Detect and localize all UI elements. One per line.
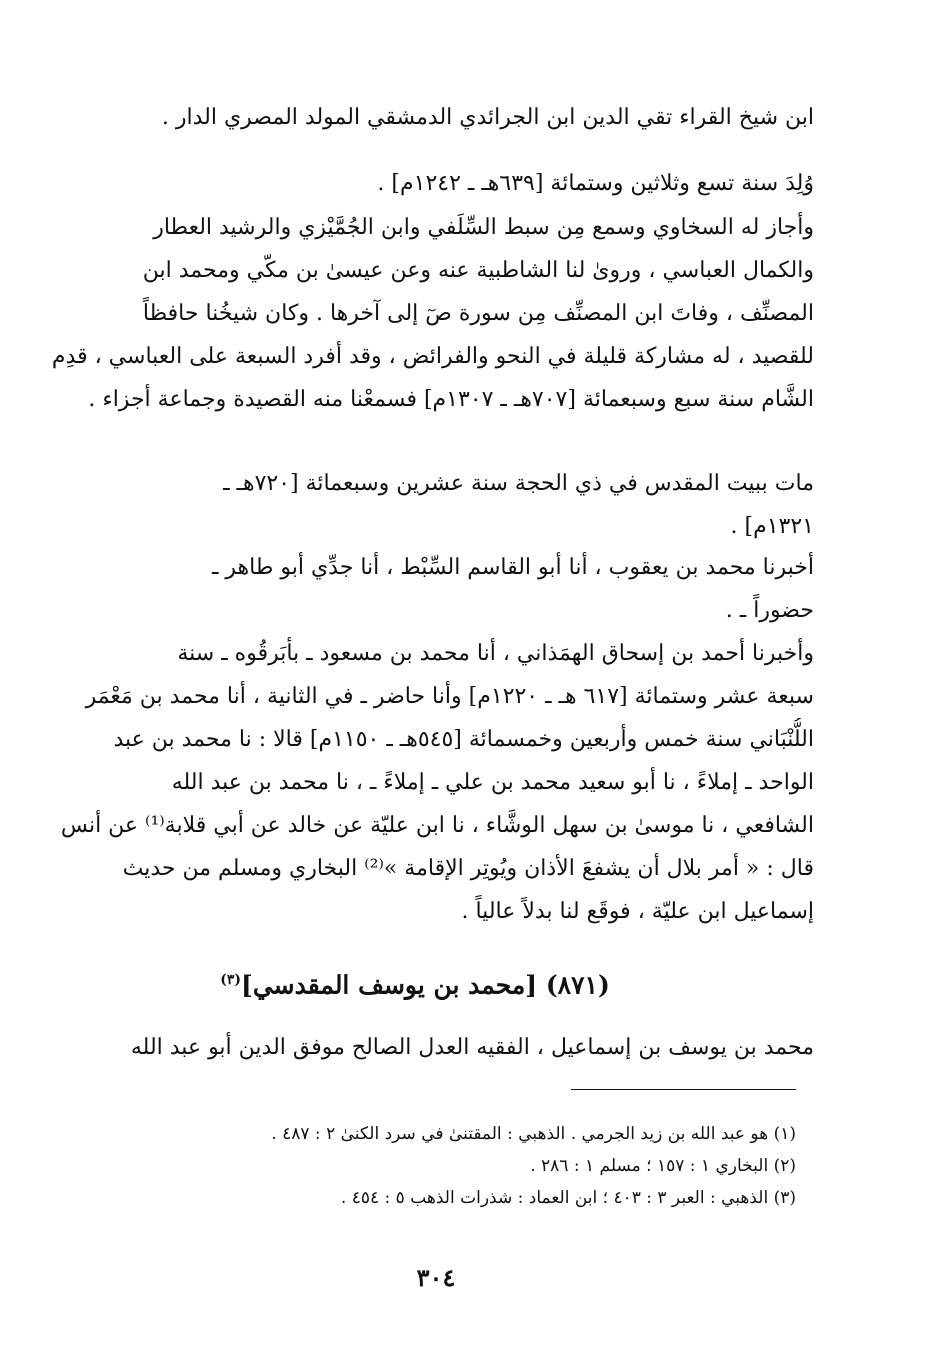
footnote-1: (١) هو عبد الله بن زيد الجرمي . الذهبي : المقتنىٰ في سرد الكنىٰ ٢ : ٤٨٧ .: [271, 1124, 796, 1144]
text-line: وأخبرنا أحمد بن إسحاق الهمَذاني ، أنا محمد بن مسعود ـ بأبَرقُوه ـ سنة: [177, 641, 814, 666]
paragraph-isnad-1: [52, 546, 814, 632]
text-line: إسماعيل ابن عليّة ، فوقَع لنا بدلاً عالياً .: [461, 899, 814, 924]
text-line: مات ببيت المقدس في ذي الحجة سنة عشرين وسبعمائة [٧٢٠هـ ـ: [223, 471, 814, 496]
text-line: ١٣٢١م] .: [730, 514, 814, 539]
footnote-marker: (٣): [220, 972, 241, 988]
text-line: قال : « أمر بلال أن يشفعَ الأذان ويُوتِر الإقامة »⁽²⁾ البخاري ومسلم من حديث: [122, 856, 814, 881]
entry-heading: [200, 960, 630, 1005]
footnote-3: (٣) الذهبي : العبر ٣ : ٤٠٣ ؛ ابن العماد : شذرات الذهب ٥ : ٤٥٤ .: [340, 1188, 796, 1208]
paragraph-teachers: [52, 206, 814, 421]
paragraph-isnad-2: [52, 632, 814, 933]
text-line: ابن شيخ القراء تقي الدين ابن الجرائدي الدمشقي المولد المصري الدار .: [161, 105, 814, 130]
footnote-2: (٢) البخاري ١ : ١٥٧ ؛ مسلم ١ : ٢٨٦ .: [530, 1156, 796, 1176]
text-line: محمد بن يوسف بن إسماعيل ، الفقيه العدل الصالح موفق الدين أبو عبد الله: [130, 1035, 814, 1060]
text-line: الشَّام سنة سبع وسبعمائة [٧٠٧هـ ـ ١٣٠٧م] فسمعْنا منه القصيدة وجماعة أجزاء .: [88, 387, 814, 412]
text-line: المصنِّف ، وفاتَ ابن المصنِّف مِن سورة صٓ إلى آخرها . وكان شيخُنا حافظاً: [142, 301, 814, 326]
text-line: والكمال العباسي ، وروىٰ لنا الشاطبية عنه وعن عيسىٰ بن مكّي ومحمد ابن: [142, 258, 814, 283]
text-line: الواحد ـ إملاءً ، نا أبو سعيد محمد بن علي ـ إملاءً ـ ، نا محمد بن عبد الله: [171, 770, 814, 795]
paragraph-birth: [52, 162, 814, 205]
text-line: وُلِدَ سنة تسع وثلاثين وستمائة [٦٣٩هـ ـ ١٢٤٢م] .: [377, 171, 814, 196]
paragraph-entry-start: [52, 1026, 814, 1069]
text-line: الشافعي ، نا موسىٰ بن سهل الوشَّاء ، نا ابن عليّة عن خالد عن أبي قلابة⁽¹⁾ عن أنس: [60, 813, 814, 838]
page-number: ٣٠٤: [416, 1263, 456, 1292]
entry-heading-text: (٨٧١) [محمد بن يوسف المقدسي]: [240, 970, 610, 1000]
text-line: وأجاز له السخاوي وسمع مِن سبط السِّلَفي وابن الجُمَّيْزي والرشيد العطار: [153, 215, 814, 240]
paragraph-death: [52, 462, 814, 548]
text-line: حضوراً ـ .: [725, 598, 814, 623]
footnote-separator: [571, 1089, 796, 1090]
paragraph-lineage: [52, 96, 814, 139]
text-line: أخبرنا محمد بن يعقوب ، أنا أبو القاسم السِّبْط ، أنا جدِّي أبو طاهر ـ: [211, 555, 814, 580]
footnotes: [250, 1118, 796, 1214]
text-line: اللُّنْبَاني سنة خمس وأربعين وخمسمائة [٥٤٥هـ ـ ١١٥٠م] قالا : نا محمد بن عبد: [113, 727, 814, 752]
text-line: للقصيد ، له مشاركة قليلة في النحو والفرائض ، وقد أفرد السبعة على العباسي ، قدِم: [52, 344, 814, 369]
text-line: سبعة عشر وستمائة [٦١٧ هـ ـ ١٢٢٠م] وأنا حاضر ـ في الثانية ، أنا محمد بن مَعْمَر: [85, 684, 814, 709]
